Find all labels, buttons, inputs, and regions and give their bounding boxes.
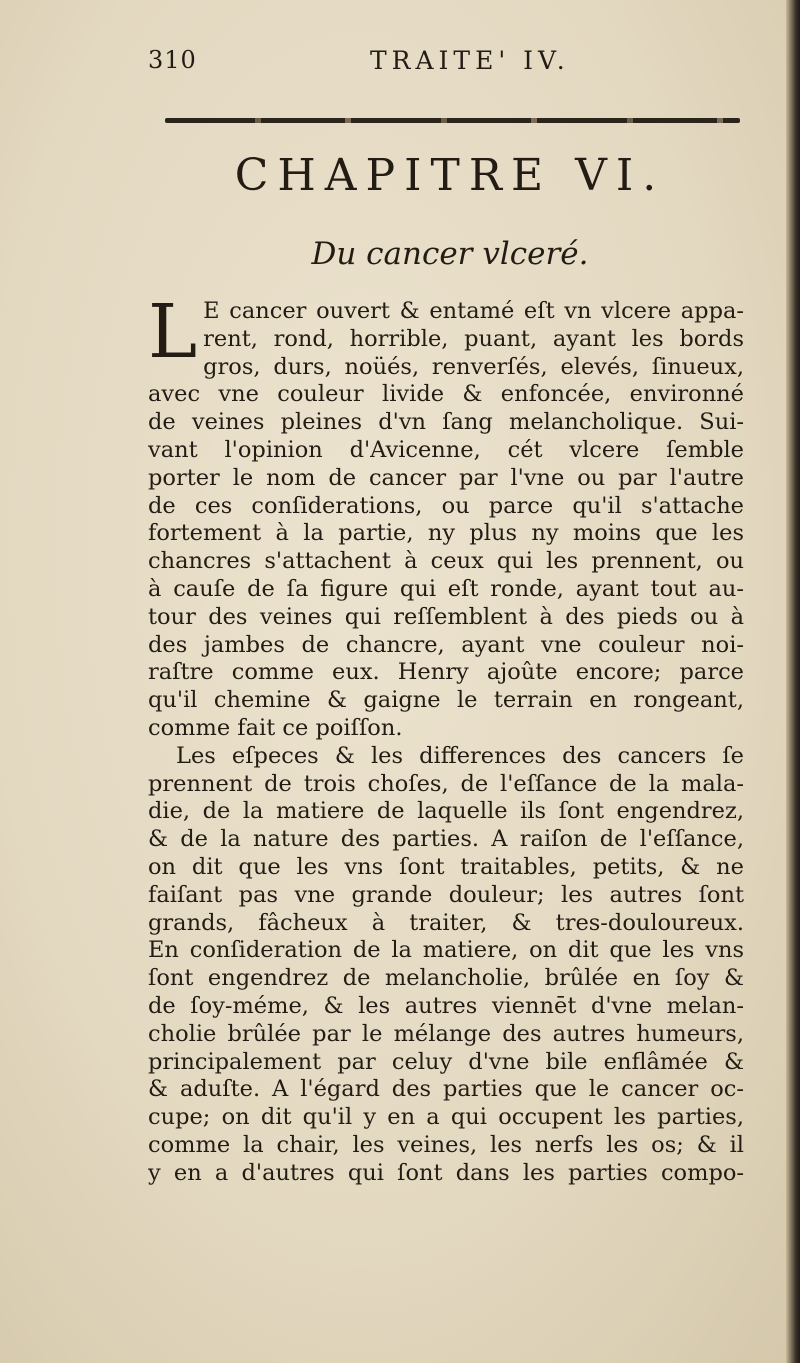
text-line: gros, durs, noüés, renverſés, elevés, ſinueux, (203, 353, 744, 380)
text-line: porter le nom de cancer par l'vne ou par l'autre (148, 464, 744, 491)
text-line: vant l'opinion d'Avicenne, cét vlcere ſemble (148, 436, 744, 463)
text-line: Les eſpeces & les differences des cancers ſe (176, 742, 744, 769)
text-line: & aduſte. A l'égard des parties que le cancer oc- (148, 1076, 744, 1103)
text-line: rent, rond, horrible, puant, ayant les bords (203, 325, 744, 352)
page-number: 310 (148, 46, 197, 74)
text-line: & de la nature des parties. A raiſon de l'eſſance, (148, 826, 744, 853)
text-line: grands, fâcheux à traiter, & tres-douloureux. (148, 909, 744, 936)
header-rule (165, 118, 740, 123)
text-line: y en a d'autres qui ſont dans les parties compo- (148, 1159, 744, 1186)
body-text (148, 289, 744, 1188)
text-line: cholie brûlée par le mélange des autres humeurs, (148, 1020, 744, 1047)
text-line: E cancer ouvert & entamé eſt vn vlcere appa- (203, 298, 744, 324)
chapter-title: CHAPITRE VI. (234, 150, 666, 201)
text-line: principalement par celuy d'vne bile enflâmée & (148, 1048, 744, 1075)
chapter-subtitle: Du cancer vlceré. (311, 236, 589, 272)
text-line: avec vne couleur livide & enfoncée, environné (148, 381, 744, 408)
text-line: prennent de trois choſes, de l'eſſance de la mala- (148, 770, 744, 797)
text-line: raſtre comme eux. Henry ajoûte encore; parce (148, 659, 744, 686)
text-line: En conſideration de la matiere, on dit que les vns (148, 937, 744, 964)
text-line: qu'il chemine & gaigne le terrain en rongeant, (148, 687, 744, 714)
paragraph-1 (148, 289, 744, 743)
text-line: comme fait ce poiſſon. (148, 714, 403, 741)
text-line: die, de la matiere de laquelle ils ſont engendrez, (148, 798, 744, 825)
text-line: chancres s'attachent à ceux qui les prennent, ou (148, 548, 744, 575)
paragraph-2 (148, 743, 744, 1188)
text-line: à cauſe de ſa figure qui eſt ronde, ayant tout au- (148, 575, 744, 602)
text-line: on dit que les vns ſont traitables, petits, & ne (148, 853, 744, 880)
text-line: ſont engendrez de melancholie, brûlée en ſoy & (148, 965, 744, 992)
drop-cap: L (148, 289, 198, 375)
page-header (148, 46, 748, 86)
text-line: des jambes de chancre, ayant vne couleur noi- (148, 631, 744, 658)
text-line: tour des veines qui reſſemblent à des pieds ou à (148, 603, 744, 630)
text-line: de ſoy-méme, & les autres viennēt d'vne melan- (148, 992, 744, 1019)
text-line: cupe; on dit qu'il y en a qui occupent les parties, (148, 1104, 744, 1131)
text-line: comme la chair, les veines, les nerfs les os; & il (148, 1131, 744, 1158)
text-line: de ces conſiderations, ou parce qu'il s'attache (148, 492, 744, 519)
text-line: fortement à la partie, ny plus ny moins que les (148, 520, 744, 547)
text-line: faiſant pas vne grande douleur; les autres ſont (148, 881, 744, 908)
book-spine-shadow (786, 0, 800, 1363)
running-title: TRAITE' IV. (370, 46, 570, 75)
text-line: de veines pleines d'vn ſang melancholique. Sui- (148, 409, 744, 436)
